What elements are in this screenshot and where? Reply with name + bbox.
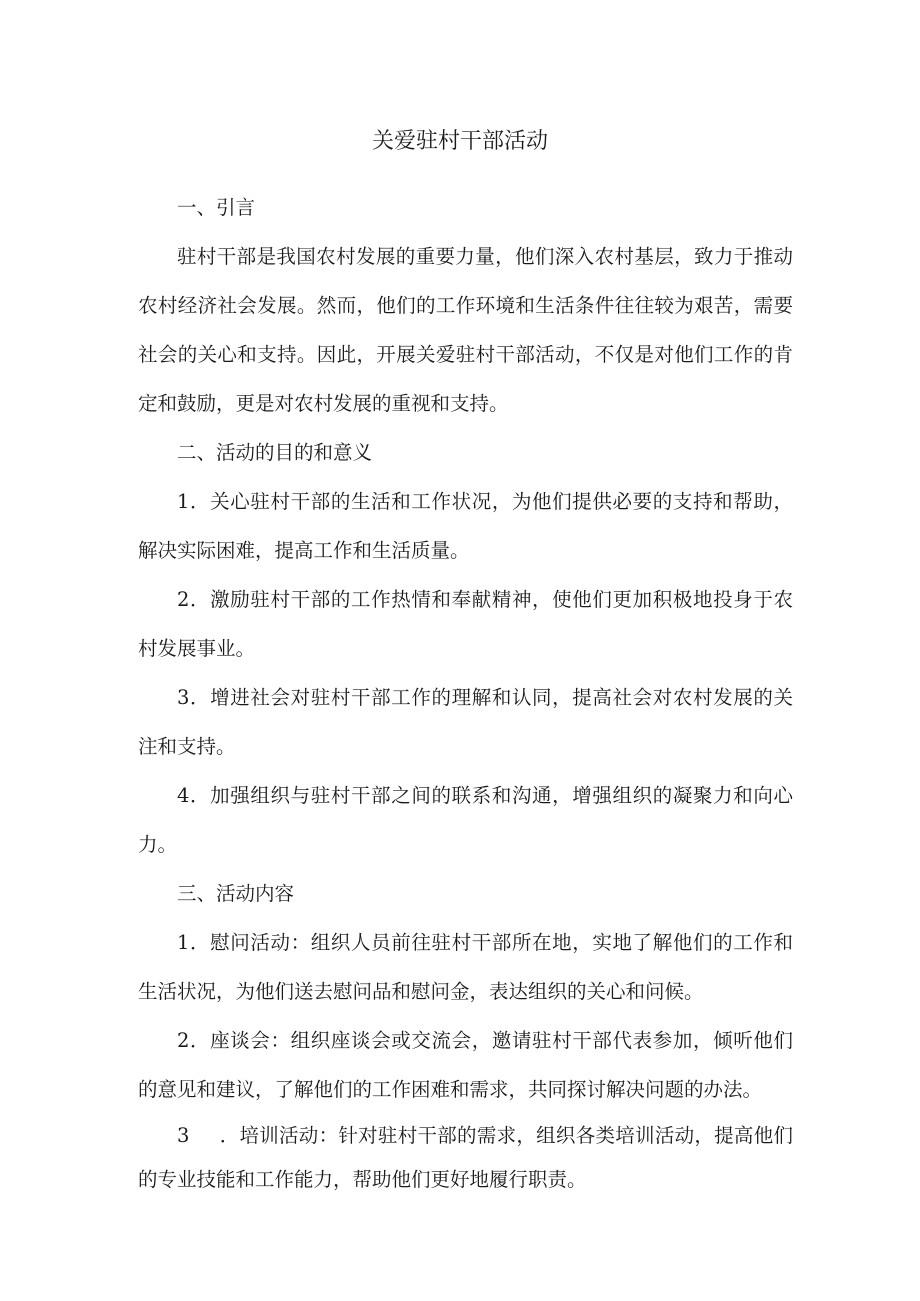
list-item-purpose-1	[138, 477, 793, 575]
list-item-number: 2	[177, 588, 190, 611]
paragraph-intro: 驻村干部是我国农村发展的重要力量，他们深入农村基层，致力于推动农村经济社会发展。然而，他们的工作环境和生活条件往往较为艰苦，需要社会的关心和支持。因此，开展关爱驻村干部活动，不仅是对他们工作的肯定和鼓励，更是对农村发展的重视和支持。	[138, 245, 793, 415]
list-item-content-1	[138, 918, 793, 1016]
list-item-text: ．培训活动：针对驻村干部的需求，组织各类培训活动，提高他们的专业技能和工作能力，帮助他们更好地履行职责。	[138, 1124, 793, 1191]
section-heading-content: 三、活动内容	[177, 882, 295, 905]
list-item-number: 3	[177, 1124, 190, 1147]
list-item-number: 2	[177, 1029, 190, 1052]
list-item-text: ．加强组织与驻村干部之间的联系和沟通，增强组织的凝聚力和向心力。	[138, 784, 793, 856]
section-heading-intro: 一、引言	[177, 196, 256, 219]
document-title: 关爱驻村干部活动	[371, 129, 548, 154]
list-item-text: ．慰问活动：组织人员前往驻村干部所在地，实地了解他们的工作和生活状况，为他们送去慰问品和慰问金，表达组织的关心和问候。	[138, 931, 793, 1003]
list-item-content-3	[138, 1114, 793, 1202]
document-body	[138, 183, 793, 1202]
list-item-number: 1	[177, 931, 190, 954]
list-item-number: 1	[177, 490, 190, 513]
list-item-purpose-4	[138, 771, 793, 869]
list-item-number: 4	[177, 784, 190, 807]
list-item-purpose-3	[138, 673, 793, 771]
list-item-text: ．增进社会对驻村干部工作的理解和认同，提高社会对农村发展的关注和支持。	[138, 686, 793, 758]
list-item-text: ．座谈会：组织座谈会或交流会，邀请驻村干部代表参加，倾听他们的意见和建议，了解他们的工作困难和需求，共同探讨解决问题的办法。	[138, 1029, 793, 1101]
section-heading-purpose: 二、活动的目的和意义	[177, 441, 373, 464]
list-item-purpose-2	[138, 575, 793, 673]
list-item-number: 3	[177, 686, 190, 709]
list-item-text: ．关心驻村干部的生活和工作状况，为他们提供必要的支持和帮助，解决实际困难，提高工作和生活质量。	[138, 490, 793, 562]
list-item-content-2	[138, 1016, 793, 1114]
list-item-text: ．激励驻村干部的工作热情和奉献精神，使他们更加积极地投身于农村发展事业。	[138, 588, 793, 660]
